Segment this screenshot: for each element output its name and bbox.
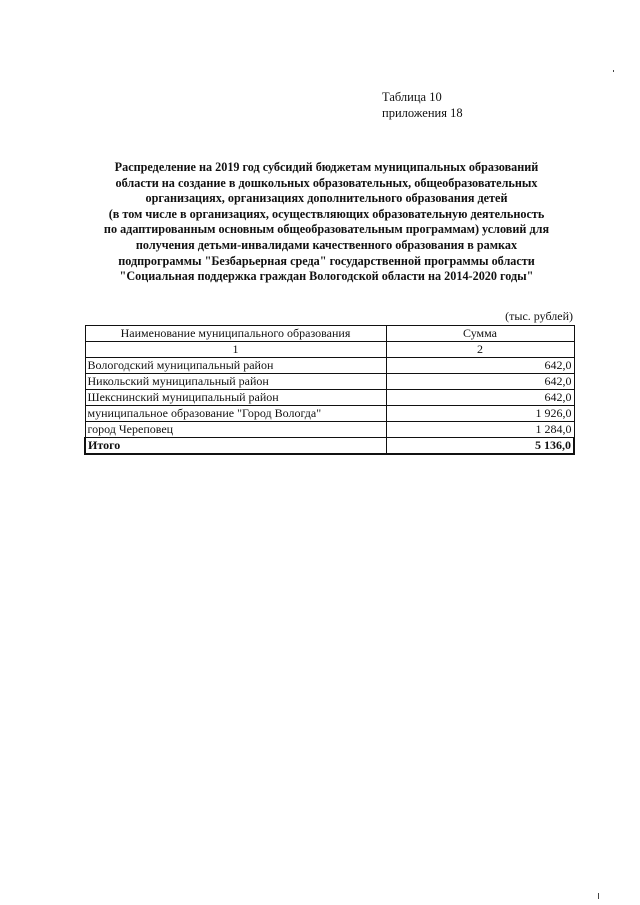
document-title (80, 160, 573, 285)
municipality-name: муниципальное образование "Город Вологда" (85, 406, 386, 422)
title-line: Распределение на 2019 год субсидий бюджетам муниципальных образований (114, 160, 539, 174)
subsidy-table (84, 325, 575, 455)
column-number: 2 (386, 342, 574, 358)
total-amount: 5 136,0 (386, 438, 574, 455)
table-row (85, 358, 574, 374)
total-row (85, 438, 574, 455)
column-number-row (85, 342, 574, 358)
column-header-name: Наименование муниципального образования (85, 326, 386, 342)
table-reference (382, 89, 463, 121)
table-row (85, 374, 574, 390)
municipality-name: Вологодский муниципальный район (85, 358, 386, 374)
column-number: 1 (85, 342, 386, 358)
appendix-reference: приложения 18 (382, 106, 463, 120)
title-line: по адаптированным основным общеобразовательным программам) условий для (103, 222, 550, 237)
subsidy-amount: 642,0 (386, 358, 574, 374)
municipality-name: город Череповец (85, 422, 386, 438)
title-line: получения детьми-инвалидами качественного образования в рамках (135, 237, 518, 252)
title-line: (в том числе в организациях, осуществляющих образовательную деятельность (108, 206, 545, 221)
title-line: области на создание в дошкольных образовательных, общеобразовательных (115, 175, 538, 190)
municipality-name: Никольский муниципальный район (85, 374, 386, 390)
table-row (85, 406, 574, 422)
municipality-name: Шекснинский муниципальный район (85, 390, 386, 406)
table-number: Таблица 10 (382, 90, 442, 104)
column-header-sum: Сумма (386, 326, 574, 342)
scan-speck (598, 893, 599, 899)
units-label: (тыс. рублей) (505, 309, 573, 323)
title-line: подпрограммы "Безбарьерная среда" государственной программы области (118, 253, 535, 268)
title-line: "Социальная поддержка граждан Вологодской области на 2014-2020 годы" (119, 269, 534, 284)
subsidy-amount: 642,0 (386, 374, 574, 390)
title-line: организациях, организациях дополнительного образования детей (145, 191, 508, 206)
table-header-row (85, 326, 574, 342)
subsidy-amount: 1 926,0 (386, 406, 574, 422)
table-row (85, 422, 574, 438)
table-row (85, 390, 574, 406)
subsidy-amount: 1 284,0 (386, 422, 574, 438)
total-label: Итого (85, 438, 386, 455)
scan-speck (613, 70, 614, 72)
subsidy-amount: 642,0 (386, 390, 574, 406)
